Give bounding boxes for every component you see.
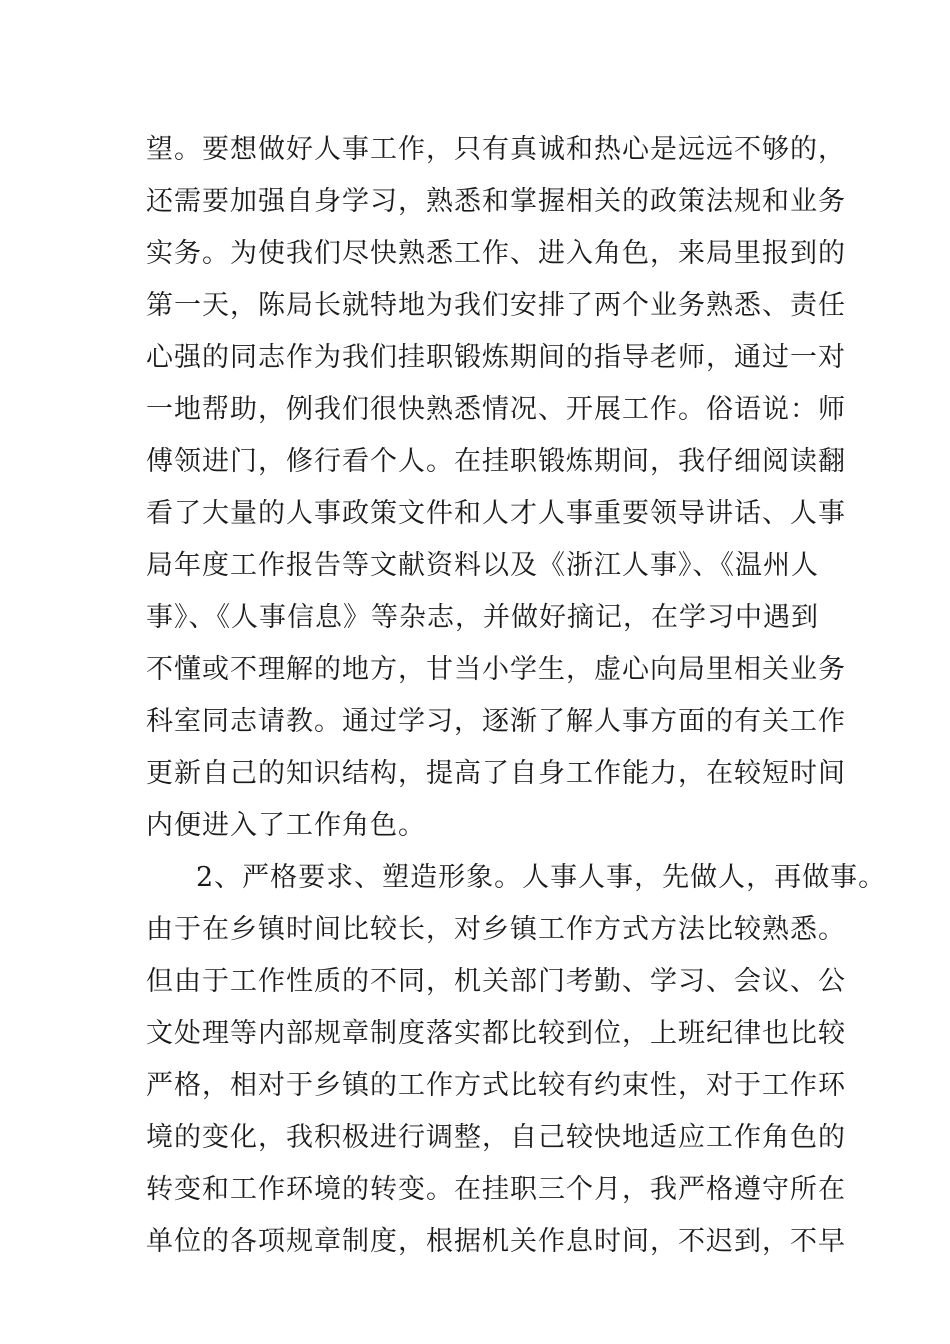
text-line: 不懂或不理解的地方，甘当小学生，虚心向局里相关业务 (146, 654, 846, 685)
text-line: 还需要加强自身学习，熟悉和掌握相关的政策法规和业务 (146, 186, 846, 217)
text-line: 科室同志请教。通过学习，逐渐了解人事方面的有关工作 (146, 706, 846, 737)
text-line: 局年度工作报告等文献资料以及《浙江人事》、《温州人 (146, 550, 819, 581)
text-line: 内便进入了工作角色。 (146, 810, 426, 841)
text-line: 但由于工作性质的不同，机关部门考勤、学习、会议、公 (146, 966, 846, 997)
text-line: 单位的各项规章制度，根据机关作息时间，不迟到，不早 (146, 1226, 846, 1257)
text-line: 境的变化，我积极进行调整，自己较快地适应工作角色的 (146, 1122, 846, 1153)
body-text (146, 124, 887, 1268)
text-line: 由于在乡镇时间比较长，对乡镇工作方式方法比较熟悉。 (146, 914, 846, 945)
text-line: 傅领进门，修行看个人。在挂职锻炼期间，我仔细阅读翻 (146, 446, 846, 477)
text-line: 一地帮助，例我们很快熟悉情况、开展工作。俗语说：师 (146, 394, 846, 425)
text-line: 转变和工作环境的转变。在挂职三个月，我严格遵守所在 (146, 1174, 846, 1205)
text-line: 心强的同志作为我们挂职锻炼期间的指导老师，通过一对 (146, 342, 846, 373)
text-line: 文处理等内部规章制度落实都比较到位，上班纪律也比较 (146, 1018, 846, 1049)
text-line: 更新自己的知识结构，提高了自身工作能力，在较短时间 (146, 758, 846, 789)
text-line: 严格，相对于乡镇的工作方式比较有约束性，对于工作环 (146, 1070, 846, 1101)
paragraph-start-line: 2、严格要求、塑造形象。人事人事，先做人，再做事。 (196, 862, 887, 893)
text-line: 实务。为使我们尽快熟悉工作、进入角色，来局里报到的 (146, 238, 846, 269)
text-line: 第一天，陈局长就特地为我们安排了两个业务熟悉、责任 (146, 290, 846, 321)
text-line: 望。要想做好人事工作，只有真诚和热心是远远不够的， (146, 134, 846, 165)
text-line: 事》、《人事信息》等杂志，并做好摘记，在学习中遇到 (146, 602, 819, 633)
text-line: 看了大量的人事政策文件和人才人事重要领导讲话、人事 (146, 498, 846, 529)
